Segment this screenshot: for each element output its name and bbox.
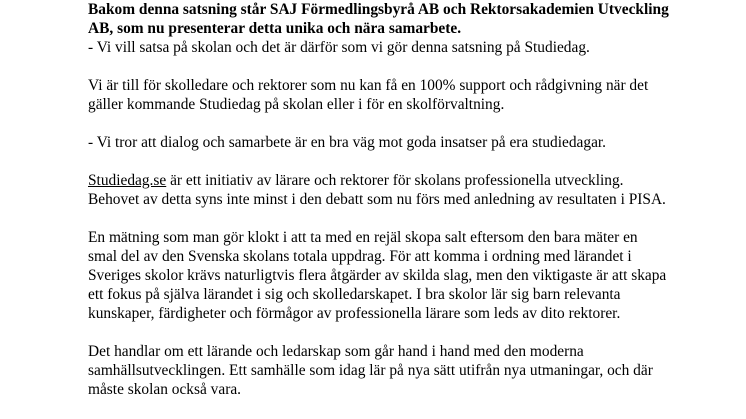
measurement-line-4: ett fokus på själva lärandet i sig och skolledarskapet. I bra skolor lär sig barn relevanta xyxy=(88,286,621,303)
support-paragraph xyxy=(88,76,738,114)
measurement-line-5: kunskaper, färdigheter och förmågor av professionella lärare som leds av dito rektorer. xyxy=(88,305,621,322)
paragraph-gap xyxy=(88,152,738,171)
intro-section xyxy=(88,0,738,57)
paragraph-gap xyxy=(88,209,738,228)
dialog-line: - Vi tror att dialog och samarbete är en bra väg mot goda insatser på era studiedagar. xyxy=(88,134,607,151)
measurement-line-3: Sveriges skolor krävs naturligtvis flera åtgärder av skilda slag, men den viktigaste är att skapa xyxy=(88,267,667,284)
initiative-line-1 xyxy=(88,171,738,190)
society-line-3: måste skolan också vara. xyxy=(88,381,241,398)
paragraph-gap xyxy=(88,114,738,133)
dialog-paragraph xyxy=(88,133,738,152)
intro-heading-line-1: Bakom denna satsning står SAJ Förmedlingsbyrå AB och Rektorsakademien Utveckling xyxy=(88,1,669,18)
intro-quote: - Vi vill satsa på skolan och det är därför som vi gör denna satsning på Studiedag. xyxy=(88,39,590,56)
society-paragraph xyxy=(88,342,738,399)
support-line-2: gäller kommande Studiedag på skolan eller i för en skolförvaltning. xyxy=(88,96,505,113)
initiative-paragraph xyxy=(88,171,738,209)
initiative-line-2: Behovet av detta syns inte minst i den debatt som nu förs med anledning av resultaten i PISA. xyxy=(88,191,666,208)
measurement-line-1: En mätning som man gör klokt i att ta med en rejäl skopa salt eftersom den bara mäter en xyxy=(88,229,638,246)
society-line-2: samhällsutvecklingen. Ett samhälle som idag lär på nya sätt utifrån nya utmaningar, och där xyxy=(88,362,653,379)
measurement-paragraph xyxy=(88,228,738,323)
paragraph-gap xyxy=(88,323,738,342)
document-body xyxy=(88,0,738,399)
studiedag-link[interactable]: Studiedag.se xyxy=(88,172,167,189)
society-line-1: Det handlar om ett lärande och ledarskap som går hand i hand med den moderna xyxy=(88,343,584,360)
intro-heading-line-2: AB, som nu presenterar detta unika och nära samarbete. xyxy=(88,20,462,37)
measurement-line-2: smal del av den Svenska skolans totala uppdrag. För att komma i ordning med lärandet i xyxy=(88,248,632,265)
initiative-line-1-text: är ett initiativ av lärare och rektorer för skolans professionella utveckling. xyxy=(166,172,624,189)
support-line-1: Vi är till för skolledare och rektorer som nu kan få en 100% support och rådgivning när det xyxy=(88,77,649,94)
paragraph-gap xyxy=(88,57,738,76)
